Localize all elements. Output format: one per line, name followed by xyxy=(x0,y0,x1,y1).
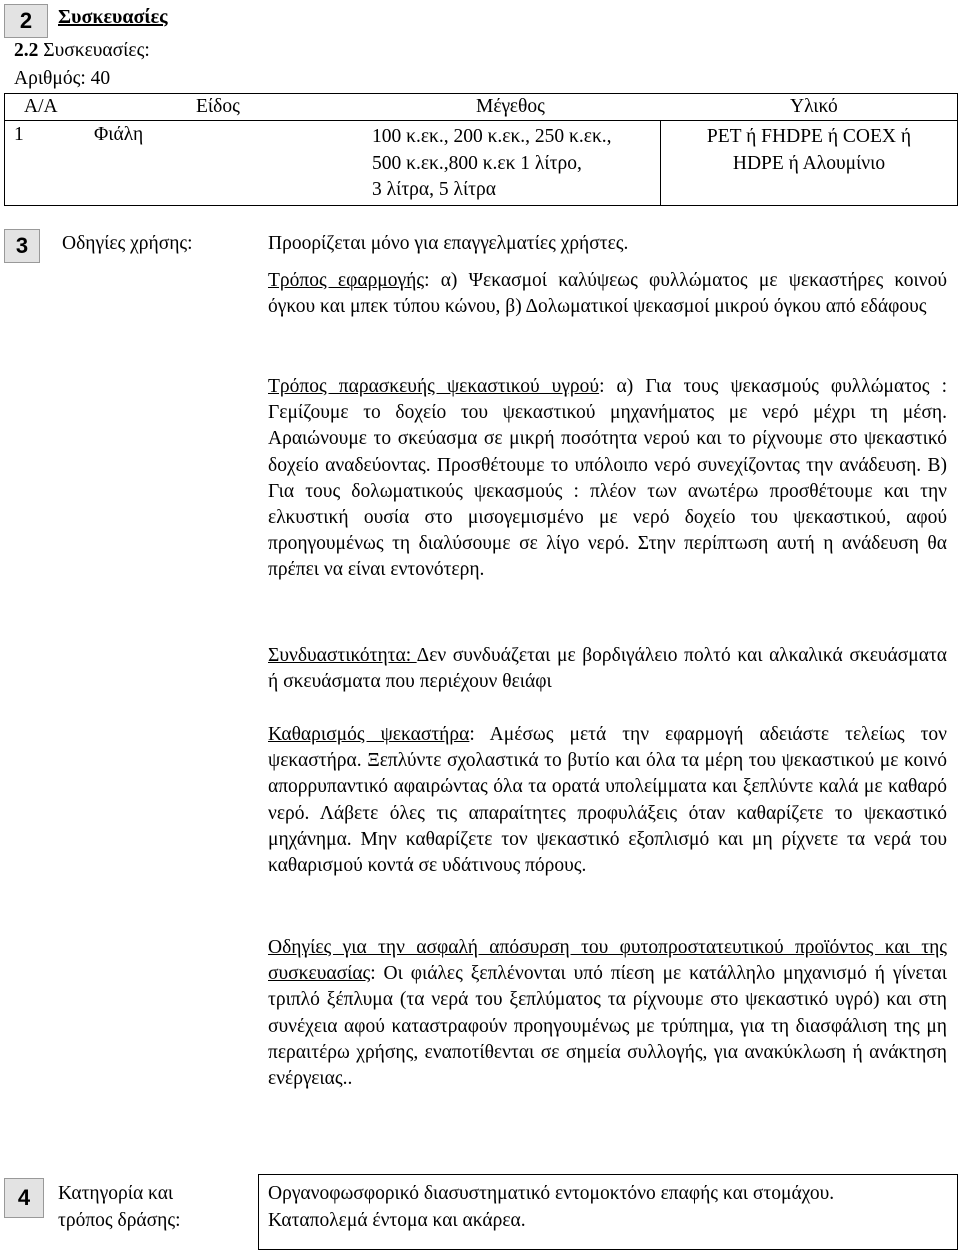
disposal-paragraph xyxy=(268,935,947,1092)
section-title: Συσκευασίες xyxy=(58,6,168,28)
preparation-text: : α) Για τους ψεκασμούς φυλλώματος : Γεμίζουμε το δοχείο του ψεκαστικού μηχανήματος με νερό μέχρι τη μέση. Αραιώνουμε το σκεύασμα σε μικρή ποσότητα νερού και το ρίχνουμε στο ψεκαστικό δοχείο αναδεύοντας. Προσθέτουμε το υπόλοιπο νερό συνεχίζοντας την ανάδευση. Β) Για τους δολωματικούς ψεκασμούς : πλέον των ανωτέρω προσθέτουμε και την ελκυστική ουσία στο μισογεμισμένο με νερό δοχείο του ψεκαστικού, αφού προηγουμένως τη διαλύσουμε σε λίγο νερό. Στην περίπτωση αυτή η ανάδευση θα πρέπει να είναι εντονότερη. xyxy=(268,376,947,581)
row-size-line: 3 λίτρα, 5 λίτρα xyxy=(372,179,496,200)
section-number-badge: 2 xyxy=(4,4,48,38)
cleaning-paragraph xyxy=(268,722,947,879)
header-size: Μέγεθος xyxy=(476,96,545,117)
header-material: Υλικό xyxy=(790,96,838,117)
table-header-border xyxy=(4,120,958,121)
section-label xyxy=(58,1180,181,1234)
table-top-border xyxy=(4,93,958,94)
row-type: Φιάλη xyxy=(94,124,144,145)
disposal-heading: Οδηγίες για την ασφαλή απόσυρση του φυτοπροστατευτικού προϊόντος και της συσκευασίας xyxy=(268,937,947,985)
application-paragraph xyxy=(268,268,947,320)
header-index: Α/Α xyxy=(24,96,58,117)
compatibility-paragraph xyxy=(268,643,947,695)
disposal-text: : Οι φιάλες ξεπλένονται υπό πίεση με κατάλληλο μηχανισμό ή γίνεται τριπλό ξέπλυμα (τα νερά του ξεπλύματος τα ρίχνουμε στο ψεκαστικό υγρό) και στη συνέχεια αφού καταστραφούν προηγουμένως με τρύπημα, για τη διασφάλιση της μη περαιτέρω χρήσης, εναποτίθενται σε σημεία συλλογής, για ανακύκλωση ή ανάκτηση ενέργειας.. xyxy=(268,963,947,1090)
row-size-line: 500 κ.εκ.,800 κ.εκ 1 λίτρο, xyxy=(372,152,582,174)
subtitle-text: Συσκευασίες: xyxy=(43,40,150,61)
package-count: Αριθμός: 40 xyxy=(14,68,111,89)
preparation-heading: Τρόπος παρασκευής ψεκαστικού υγρού xyxy=(268,376,600,397)
table-bottom-border xyxy=(4,205,958,206)
row-material xyxy=(662,124,956,177)
cleaning-heading: Καθαρισμός ψεκαστήρα xyxy=(268,724,470,745)
compatibility-text: Δεν συνδυάζεται με βορδιγάλειο πολτό και αλκαλικά σκευάσματα ή σκευάσματα που περιέχουν θειάφι xyxy=(268,645,947,693)
section-label-line: τρόπος δράσης: xyxy=(58,1210,181,1231)
row-size-line: 100 κ.εκ., 200 κ.εκ., 250 κ.εκ., xyxy=(372,126,612,147)
row-material-line: PET ή FHDPE ή COEX ή xyxy=(706,126,912,147)
cleaning-text: : Αμέσως μετά την εφαρμογή αδειάστε τελείως τον ψεκαστήρα. Ξεπλύντε σχολαστικά το βυτίο και όλα τα μέρη του ψεκαστικού με κοινό απορρυπαντικό αφαιρώντας όλα τα ορατά υπολείμματα και ξεπλύντε καλά με καθαρό νερό. Λάβετε όλες τις απαραίτητες προφυλάξεις όταν καθαρίζετε το ψεκαστικό μηχάνημα. Μην καθαρίζετε τον ψεκαστικό εξοπλισμό και μη ρίχνετε τα νερά του καθαρισμού κοντά σε υδάτινους πόρους. xyxy=(268,724,947,877)
application-heading: Τρόπος εφαρμογής xyxy=(268,270,425,291)
table-divider xyxy=(660,120,661,206)
table-right-border xyxy=(957,93,958,206)
action-line: Καταπολεμά έντομα και ακάρεα. xyxy=(268,1210,526,1231)
action-text xyxy=(268,1180,834,1234)
application-text: : α) Ψεκασμοί καλύψεως φυλλώματος με ψεκαστήρες κοινού όγκου και μπεκ τύπου κώνου, β) Δολωματικοί ψεκασμοί μικρού όγκου από εδάφους xyxy=(268,270,948,318)
row-material-line: HDPE ή Αλουμίνιο xyxy=(732,152,886,174)
usage-intro: Προορίζεται μόνο για επαγγελματίες χρήστες. xyxy=(268,233,629,254)
section-subtitle xyxy=(14,40,150,62)
section-label-line: Κατηγορία και xyxy=(58,1183,174,1204)
table-left-border xyxy=(4,93,5,206)
subtitle-number: 2.2 xyxy=(14,40,39,61)
row-index: 1 xyxy=(14,124,24,145)
preparation-paragraph xyxy=(268,374,947,584)
section-number-badge: 4 xyxy=(4,1178,44,1218)
action-line: Οργανοφωσφορικό διασυστηματικό εντομοκτόνο επαφής και στομάχου. xyxy=(268,1183,835,1204)
header-type: Είδος xyxy=(196,96,240,117)
section-label: Οδηγίες χρήσης: xyxy=(62,233,193,254)
section-number-badge: 3 xyxy=(4,229,40,263)
compatibility-heading: Συνδυαστικότητα: xyxy=(268,645,417,666)
row-size xyxy=(372,124,612,204)
